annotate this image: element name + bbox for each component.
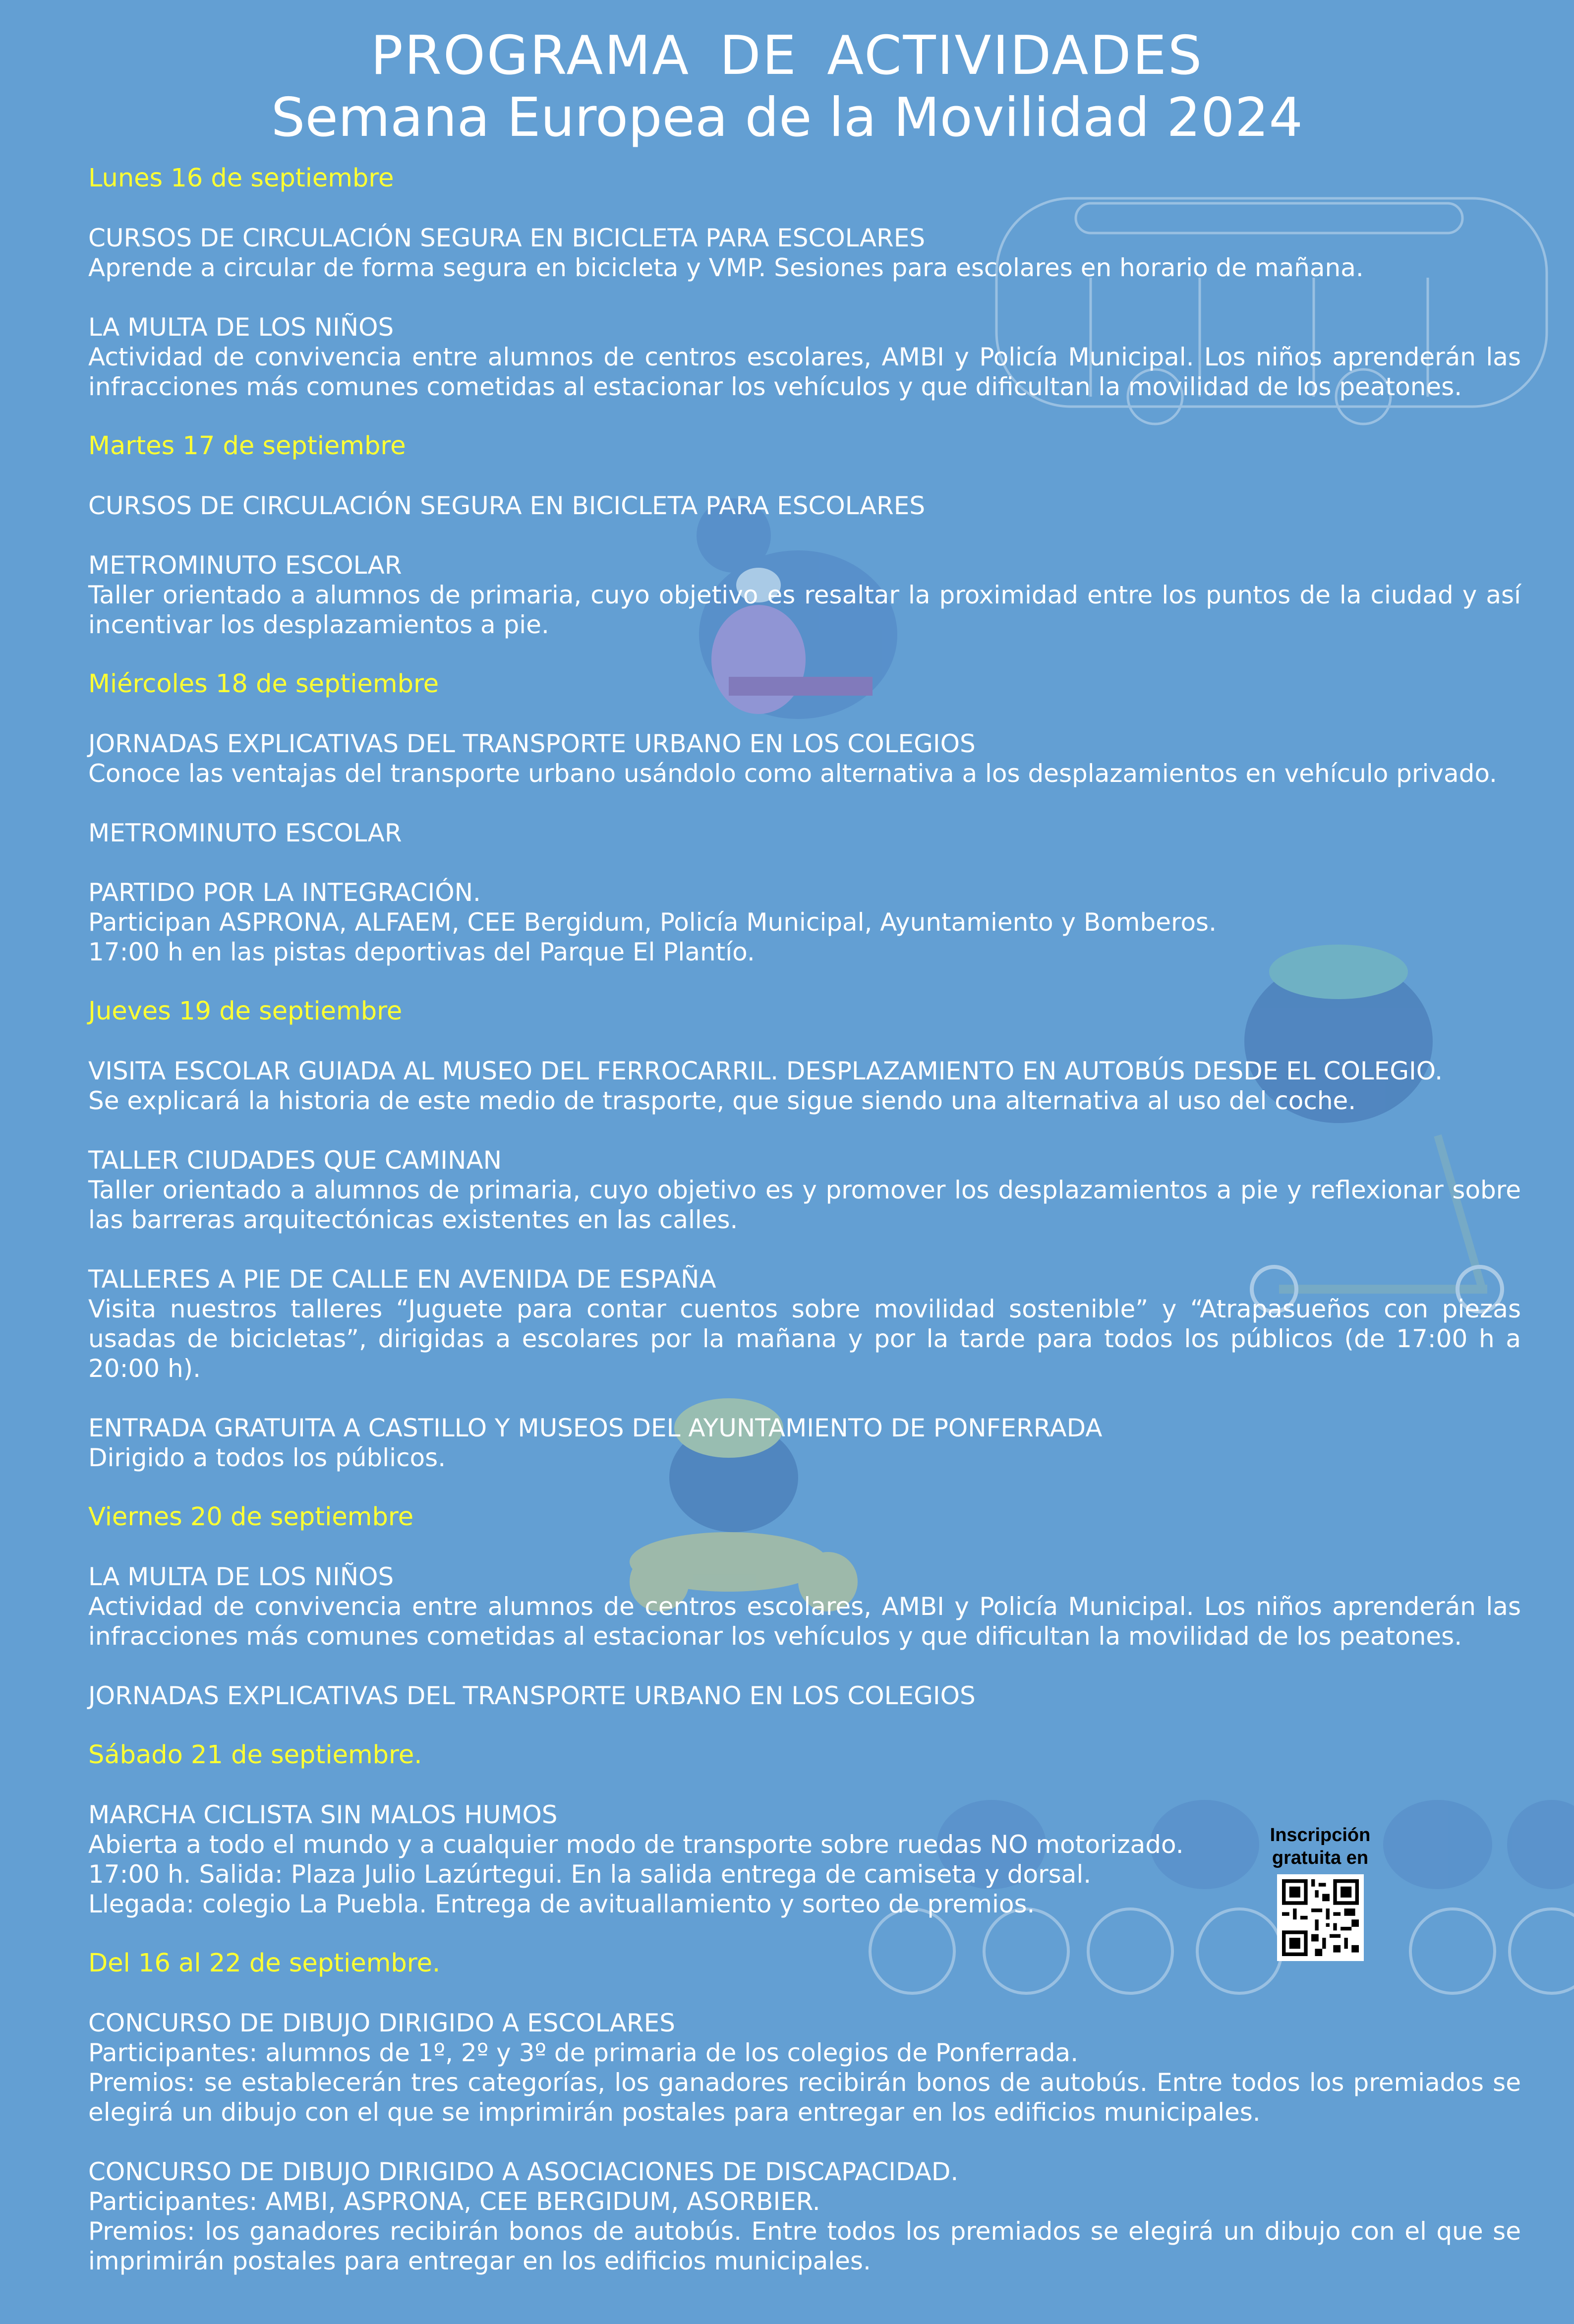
- activity-description: Participan ASPRONA, ALFAEM, CEE Bergidum, Policía Municipal, Ayuntamiento y Bomberos.: [88, 908, 1217, 937]
- activity-title: TALLER CIUDADES QUE CAMINAN: [88, 1146, 502, 1175]
- activity-title: ENTRADA GRATUITA A CASTILLO Y MUSEOS DEL AYUNTAMIENTO DE PONFERRADA: [88, 1414, 1103, 1442]
- activity-title: JORNADAS EXPLICATIVAS DEL TRANSPORTE URBANO EN LOS COLEGIOS: [88, 729, 976, 758]
- activity-title: METROMINUTO ESCOLAR: [88, 819, 402, 847]
- activity-item: [88, 491, 1521, 521]
- activity-description: Premios: se establecerán tres categorías, los ganadores recibirán bonos de autobús. Entre todos los premiados se elegirá un dibujo con el que se imprimirán postales para entregar en los edificios municipales.: [88, 2068, 1521, 2127]
- activity-item: [88, 312, 1521, 402]
- qr-code-icon[interactable]: [1277, 1874, 1364, 1961]
- header: [0, 25, 1574, 149]
- activity-item: [88, 223, 1521, 283]
- day-heading: Del 16 al 22 de septiembre.: [88, 1949, 441, 1978]
- page-subtitle: Semana Europea de la Movilidad 2024: [271, 87, 1303, 149]
- activity-title: CURSOS DE CIRCULACIÓN SEGURA EN BICICLETA PARA ESCOLARES: [88, 491, 926, 520]
- page-title: PROGRAMA DE ACTIVIDADES: [370, 25, 1204, 87]
- activity-description: Visita nuestros talleres “Juguete para contar cuentos sobre movilidad sostenible” y “Atrapasueños con piezas usadas de bicicletas”, dirigidas a escolares por la mañana y por la tarde para todos los públicos (de 17:00 h a 20:00 h).: [88, 1295, 1521, 1383]
- activity-description: Premios: los ganadores recibirán bonos de autobús. Entre todos los premiados se elegirá un dibujo con el que se imprimirán postales para entregar en los edificios municipales.: [88, 2217, 1521, 2275]
- activity-description: Dirigido a todos los públicos.: [88, 1443, 446, 1472]
- activity-item: [88, 878, 1521, 967]
- activity-description: Actividad de convivencia entre alumnos de centros escolares, AMBI y Policía Municipal. Los niños aprenderán las infracciones más comunes cometidas al estacionar los vehículos y que dificultan la movilidad de los peatones.: [88, 343, 1521, 401]
- activity-title: LA MULTA DE LOS NIÑOS: [88, 1562, 394, 1591]
- activity-title: METROMINUTO ESCOLAR: [88, 551, 402, 580]
- activity-title: CONCURSO DE DIBUJO DIRIGIDO A ASOCIACIONES DE DISCAPACIDAD.: [88, 2157, 959, 2186]
- day-heading: Lunes 16 de septiembre: [88, 164, 394, 193]
- activity-item: [88, 550, 1521, 640]
- activity-title: MARCHA CICLISTA SIN MALOS HUMOS: [88, 1800, 558, 1829]
- activity-description: Taller orientado a alumnos de primaria, cuyo objetivo es resaltar la proximidad entre los puntos de la ciudad y así incentivar los desplazamientos a pie.: [88, 581, 1521, 639]
- activity-title: CONCURSO DE DIBUJO DIRIGIDO A ESCOLARES: [88, 2009, 675, 2037]
- activity-item: [88, 1264, 1521, 1383]
- qr-code-graphic: [1282, 1879, 1359, 1956]
- activity-description: Taller orientado a alumnos de primaria, cuyo objetivo es y promover los desplazamientos a pie y reflexionar sobre las barreras arquitectónicas existentes en las calles.: [88, 1176, 1521, 1234]
- qr-registration[interactable]: [1253, 1824, 1387, 1961]
- program-content: [88, 164, 1521, 2306]
- qr-label: Inscripción gratuita en: [1270, 1825, 1371, 1868]
- activity-description: Aprende a circular de forma segura en bicicleta y VMP. Sesiones para escolares en horario de mañana.: [88, 253, 1364, 282]
- activity-item: [88, 1800, 1228, 1919]
- activity-description: Participantes: AMBI, ASPRONA, CEE BERGIDUM, ASORBIER.: [88, 2187, 820, 2216]
- activity-description: Abierta a todo el mundo y a cualquier modo de transporte sobre ruedas NO motorizado.: [88, 1830, 1184, 1859]
- activity-description: Llegada: colegio La Puebla. Entrega de avituallamiento y sorteo de premios.: [88, 1890, 1035, 1918]
- activity-description: 17:00 h en las pistas deportivas del Parque El Plantío.: [88, 938, 755, 966]
- activity-description: 17:00 h. Salida: Plaza Julio Lazúrtegui. En la salida entrega de camiseta y dorsal.: [88, 1860, 1092, 1889]
- activity-description: Se explicará la historia de este medio de trasporte, que sigue siendo una alternativa al uso del coche.: [88, 1086, 1356, 1115]
- day-heading: Miércoles 18 de septiembre: [88, 669, 439, 699]
- activity-title: LA MULTA DE LOS NIÑOS: [88, 313, 394, 342]
- activity-item: [88, 818, 1521, 848]
- activity-title: VISITA ESCOLAR GUIADA AL MUSEO DEL FERROCARRIL. DESPLAZAMIENTO EN AUTOBÚS DESDE EL COLEGIO.: [88, 1057, 1443, 1085]
- activity-item: [88, 1145, 1521, 1235]
- activity-title: CURSOS DE CIRCULACIÓN SEGURA EN BICICLETA PARA ESCOLARES: [88, 224, 926, 252]
- activity-item: [88, 1681, 1521, 1711]
- activity-title: PARTIDO POR LA INTEGRACIÓN.: [88, 878, 481, 907]
- day-heading: Jueves 19 de septiembre: [88, 997, 403, 1026]
- activity-item: [88, 1056, 1521, 1116]
- activity-description: Actividad de convivencia entre alumnos de centros escolares, AMBI y Policía Municipal. Los niños aprenderán las infracciones más comunes cometidas al estacionar los vehículos y que dificultan la movilidad de los peatones.: [88, 1592, 1521, 1651]
- day-heading: Viernes 20 de septiembre: [88, 1502, 414, 1532]
- activity-item: [88, 2008, 1521, 2127]
- activity-title: JORNADAS EXPLICATIVAS DEL TRANSPORTE URBANO EN LOS COLEGIOS: [88, 1681, 976, 1710]
- activity-item: [88, 729, 1521, 788]
- activity-description: Participantes: alumnos de 1º, 2º y 3º de primaria de los colegios de Ponferrada.: [88, 2038, 1079, 2067]
- day-heading: Sábado 21 de septiembre.: [88, 1740, 422, 1770]
- activity-item: [88, 1413, 1521, 1473]
- activity-title: TALLERES A PIE DE CALLE EN AVENIDA DE ESPAÑA: [88, 1265, 716, 1294]
- day-heading: Martes 17 de septiembre: [88, 431, 406, 461]
- activity-item: [88, 2157, 1521, 2276]
- activity-description: Conoce las ventajas del transporte urbano usándolo como alternativa a los desplazamientos en vehículo privado.: [88, 759, 1497, 788]
- activity-item: [88, 1562, 1521, 1651]
